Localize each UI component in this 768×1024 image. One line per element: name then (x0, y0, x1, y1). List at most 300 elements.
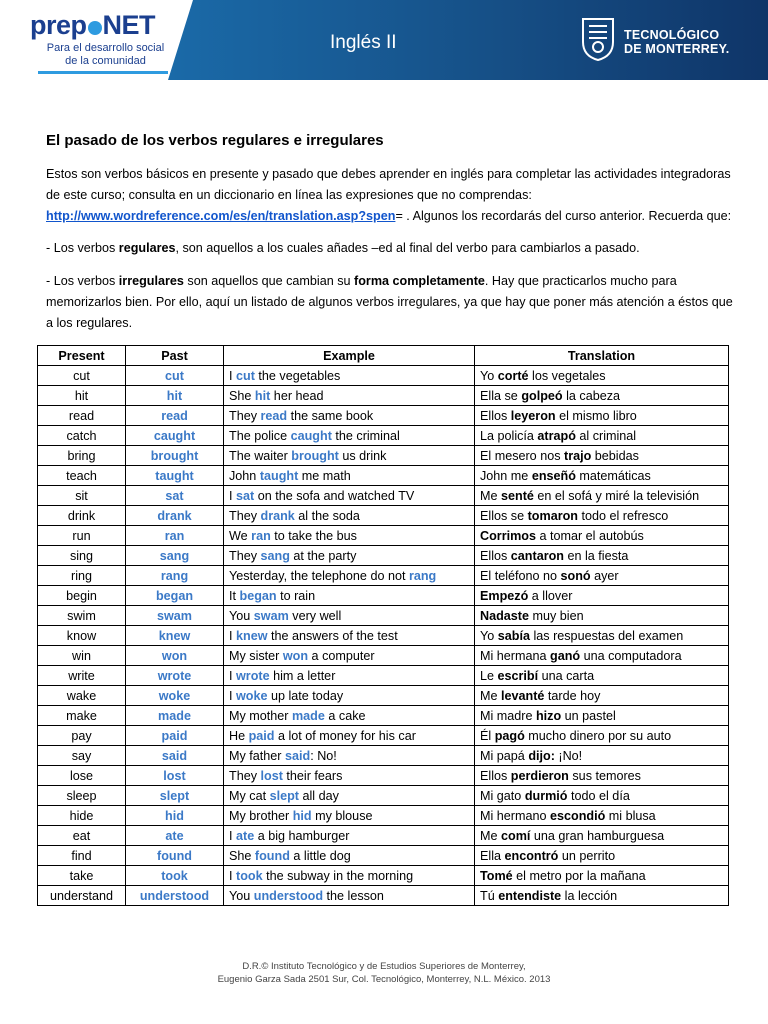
translation-cell (475, 446, 729, 466)
tec-logo-line-2: DE MONTERREY. (624, 42, 730, 56)
example-text: a lot of money for his car (274, 728, 416, 743)
verbs-table (37, 345, 729, 906)
present-cell: win (38, 646, 126, 666)
past-cell: sat (126, 486, 224, 506)
example-verb: made (291, 708, 325, 723)
past-cell: hit (126, 386, 224, 406)
translation-text: John me (480, 468, 532, 483)
example-text: their fears (282, 768, 343, 783)
example-cell (224, 426, 475, 446)
translation-verb: sabía (497, 628, 530, 643)
translation-text: matemáticas (575, 468, 651, 483)
present-cell: bring (38, 446, 126, 466)
past-cell: understood (126, 886, 224, 906)
table-row (38, 586, 729, 606)
translation-text: Ellos (480, 408, 511, 423)
example-text: I (229, 688, 236, 703)
past-cell: slept (126, 786, 224, 806)
translation-cell (475, 766, 729, 786)
table-row (38, 646, 729, 666)
example-text: a computer (308, 648, 375, 663)
translation-text: al criminal (575, 428, 637, 443)
translation-cell (475, 706, 729, 726)
header-present: Present (38, 346, 126, 366)
translation-text: todo el día (567, 788, 630, 803)
logo-tagline-line-1: Para el desarrollo social (46, 42, 165, 54)
example-text: him a letter (269, 668, 336, 683)
example-text: They (229, 548, 261, 563)
example-text: I (229, 368, 236, 383)
translation-text: un perrito (558, 848, 616, 863)
example-text: up late today (267, 688, 344, 703)
prepanet-logo (0, 0, 190, 80)
intro-text: Estos son verbos básicos en presente y pasado que debes aprender en inglés para completar las actividades integradoras de este curso; consulta en un diccionario en línea las expresiones que no comprendas: (46, 167, 731, 202)
translation-cell (475, 886, 729, 906)
example-verb: understood (253, 888, 324, 903)
example-cell (224, 686, 475, 706)
irregular-text-post: . Hay que practicarlos mucho para memorizarlos bien. Por ello, aquí un listado de algunos verbos irregulares, ya que hay que poner más atención a éstos que a los regulares. (46, 274, 733, 330)
translation-cell (475, 726, 729, 746)
example-text: I (229, 488, 236, 503)
irregular-text-bold-2: forma completamente (354, 274, 485, 288)
example-cell (224, 846, 475, 866)
translation-verb: corté (497, 368, 529, 383)
present-cell: sit (38, 486, 126, 506)
intro-paragraph (46, 164, 736, 227)
page-footer (0, 960, 768, 986)
translation-verb: encontró (504, 848, 559, 863)
translation-text: ¡No! (554, 748, 583, 763)
table-row (38, 806, 729, 826)
translation-verb: dijo: (528, 748, 555, 763)
translation-cell (475, 546, 729, 566)
present-cell: read (38, 406, 126, 426)
present-cell: sleep (38, 786, 126, 806)
translation-verb: durmió (524, 788, 568, 803)
table-body (38, 366, 729, 906)
past-cell: ate (126, 826, 224, 846)
past-cell: found (126, 846, 224, 866)
example-verb: caught (290, 428, 332, 443)
translation-cell (475, 686, 729, 706)
example-text: the lesson (323, 888, 384, 903)
translation-cell (475, 506, 729, 526)
translation-verb: leyeron (510, 408, 556, 423)
translation-verb: golpeó (521, 388, 563, 403)
example-verb: slept (269, 788, 299, 803)
example-cell (224, 526, 475, 546)
translation-text: mi blusa (605, 808, 656, 823)
regular-verbs-paragraph (46, 238, 736, 259)
example-verb: swam (253, 608, 289, 623)
example-text: her head (270, 388, 324, 403)
header-translation: Translation (475, 346, 729, 366)
example-text: a big hamburger (254, 828, 350, 843)
present-cell: run (38, 526, 126, 546)
translation-text: Mi papá (480, 748, 529, 763)
past-cell: won (126, 646, 224, 666)
table-row (38, 726, 729, 746)
example-verb: found (254, 848, 290, 863)
translation-verb: entendiste (498, 888, 562, 903)
table-row (38, 826, 729, 846)
table-row (38, 366, 729, 386)
present-cell: wake (38, 686, 126, 706)
translation-text: los vegetales (528, 368, 606, 383)
translation-text: Me (480, 488, 501, 503)
example-text: all day (299, 788, 339, 803)
footer-line-2: Eugenio Garza Sada 2501 Sur, Col. Tecnológico, Monterrey, N.L. México. 2013 (217, 974, 551, 985)
present-cell: know (38, 626, 126, 646)
present-cell: hit (38, 386, 126, 406)
example-cell (224, 706, 475, 726)
translation-verb: sonó (560, 568, 591, 583)
present-cell: lose (38, 766, 126, 786)
page-header (0, 0, 768, 80)
present-cell: make (38, 706, 126, 726)
translation-verb: Empezó (480, 588, 529, 603)
translation-cell (475, 866, 729, 886)
example-text: It (229, 588, 240, 603)
past-cell: cut (126, 366, 224, 386)
logo-tagline (38, 42, 173, 68)
example-cell (224, 806, 475, 826)
present-cell: teach (38, 466, 126, 486)
table-row (38, 446, 729, 466)
course-title: Inglés II (330, 32, 397, 53)
regular-text-bold: regulares (118, 241, 176, 255)
translation-verb: atrapó (537, 428, 576, 443)
example-cell (224, 506, 475, 526)
translation-text: bebidas (591, 448, 639, 463)
example-cell (224, 786, 475, 806)
regular-text-post: , son aquellos a los cuales añades –ed al final del verbo para cambiarlos a pasado. (175, 241, 640, 255)
past-cell: rang (126, 566, 224, 586)
translation-text: en la fiesta (563, 548, 629, 563)
translation-text: Le (480, 668, 498, 683)
example-cell (224, 566, 475, 586)
past-cell: paid (126, 726, 224, 746)
intro-text-after: = . Algunos los recordarás del curso anterior. Recuerda que: (395, 209, 732, 223)
example-cell (224, 366, 475, 386)
translation-verb: enseñó (531, 468, 576, 483)
example-cell (224, 866, 475, 886)
logo-underline (38, 71, 168, 74)
translation-cell (475, 606, 729, 626)
translation-text: sus temores (568, 768, 641, 783)
present-cell: take (38, 866, 126, 886)
tec-shield-icon (580, 16, 616, 62)
irregular-verbs-paragraph (46, 271, 736, 334)
translation-text: las respuestas del examen (529, 628, 684, 643)
translation-cell (475, 846, 729, 866)
table-row (38, 406, 729, 426)
tec-logo-text (624, 28, 729, 56)
table-row (38, 786, 729, 806)
example-text: My mother (229, 708, 292, 723)
example-cell (224, 726, 475, 746)
example-verb: cut (236, 368, 255, 383)
present-cell: write (38, 666, 126, 686)
translation-text: a llover (528, 588, 573, 603)
example-cell (224, 666, 475, 686)
translation-text: Me (480, 688, 501, 703)
translation-verb: trajo (564, 448, 592, 463)
example-verb: said (285, 748, 311, 763)
translation-cell (475, 786, 729, 806)
translation-verb: hizo (535, 708, 562, 723)
table-row (38, 666, 729, 686)
logo-net-text: NET (102, 10, 156, 40)
example-verb: knew (236, 628, 268, 643)
example-verb: brought (291, 448, 339, 463)
translation-text: un pastel (561, 708, 616, 723)
example-verb: woke (236, 688, 268, 703)
table-row (38, 606, 729, 626)
present-cell: find (38, 846, 126, 866)
example-verb: hit (254, 388, 271, 403)
past-cell: brought (126, 446, 224, 466)
past-cell: knew (126, 626, 224, 646)
translation-cell (475, 746, 729, 766)
translation-verb: perdieron (510, 768, 569, 783)
example-text: I (229, 868, 236, 883)
translation-text: La policía (480, 428, 538, 443)
example-text: I (229, 628, 236, 643)
example-verb: read (260, 408, 288, 423)
present-cell: begin (38, 586, 126, 606)
example-text: I (229, 668, 236, 683)
example-text: : No! (310, 748, 337, 763)
past-cell: read (126, 406, 224, 426)
translation-cell (475, 666, 729, 686)
example-verb: sang (260, 548, 290, 563)
example-text: the same book (287, 408, 374, 423)
past-cell: took (126, 866, 224, 886)
present-cell: sing (38, 546, 126, 566)
past-cell: woke (126, 686, 224, 706)
translation-text: muy bien (529, 608, 584, 623)
past-cell: lost (126, 766, 224, 786)
translation-cell (475, 586, 729, 606)
translation-verb: Tomé (480, 868, 513, 883)
table-row (38, 626, 729, 646)
irregular-text-bold: irregulares (118, 274, 184, 288)
example-text: us drink (338, 448, 387, 463)
example-text: the vegetables (254, 368, 341, 383)
translation-cell (475, 526, 729, 546)
example-verb: lost (260, 768, 283, 783)
translation-cell (475, 406, 729, 426)
present-cell: understand (38, 886, 126, 906)
translation-text: el mismo libro (555, 408, 637, 423)
example-text: a cake (324, 708, 366, 723)
translation-text: todo el refresco (577, 508, 669, 523)
translation-text: una computadora (580, 648, 682, 663)
present-cell: eat (38, 826, 126, 846)
regular-text-pre: - Los verbos (46, 241, 119, 255)
example-text: She (229, 388, 255, 403)
wordreference-link[interactable]: http://www.wordreference.com/es/en/translation.asp?spen (46, 209, 396, 223)
table-row (38, 886, 729, 906)
past-cell: made (126, 706, 224, 726)
present-cell: catch (38, 426, 126, 446)
translation-text: la cabeza (562, 388, 621, 403)
present-cell: say (38, 746, 126, 766)
translation-cell (475, 826, 729, 846)
example-text: my blouse (311, 808, 373, 823)
example-text: They (229, 508, 261, 523)
example-text: at the party (289, 548, 357, 563)
table-row (38, 866, 729, 886)
translation-text: Mi hermano (480, 808, 550, 823)
translation-verb: Corrimos (480, 528, 536, 543)
past-cell: began (126, 586, 224, 606)
past-cell: taught (126, 466, 224, 486)
translation-text: una gran hamburguesa (530, 828, 665, 843)
translation-verb: tomaron (527, 508, 578, 523)
past-cell: hid (126, 806, 224, 826)
footer-line-1: D.R.© Instituto Tecnológico y de Estudios Superiores de Monterrey, (242, 961, 526, 972)
past-cell: said (126, 746, 224, 766)
translation-text: Mi hermana (480, 648, 550, 663)
example-cell (224, 386, 475, 406)
example-cell (224, 826, 475, 846)
logo-main-text: prep (30, 10, 87, 40)
document-title: El pasado de los verbos regulares e irregulares (46, 132, 384, 149)
translation-text: Mi madre (480, 708, 536, 723)
table-row (38, 686, 729, 706)
translation-cell (475, 366, 729, 386)
table-row (38, 846, 729, 866)
translation-verb: ganó (550, 648, 581, 663)
past-cell: caught (126, 426, 224, 446)
translation-verb: escondió (550, 808, 606, 823)
example-text: She (229, 848, 255, 863)
example-text: My sister (229, 648, 283, 663)
example-text: They (229, 768, 261, 783)
translation-text: El teléfono no (480, 568, 561, 583)
translation-text: una carta (538, 668, 595, 683)
table-row (38, 766, 729, 786)
example-verb: sat (236, 488, 255, 503)
translation-verb: escribí (497, 668, 539, 683)
translation-verb: Nadaste (480, 608, 529, 623)
example-cell (224, 586, 475, 606)
example-text: The police (229, 428, 291, 443)
present-cell: ring (38, 566, 126, 586)
table-header-row (38, 346, 729, 366)
example-text: on the sofa and watched TV (254, 488, 415, 503)
translation-text: Ella se (480, 388, 522, 403)
translation-text: Ellos (480, 768, 511, 783)
translation-text: El mesero nos (480, 448, 564, 463)
example-cell (224, 626, 475, 646)
example-text: the criminal (331, 428, 400, 443)
example-text: We (229, 528, 252, 543)
example-verb: taught (259, 468, 299, 483)
example-text: He (229, 728, 249, 743)
translation-cell (475, 646, 729, 666)
example-cell (224, 886, 475, 906)
example-cell (224, 406, 475, 426)
example-cell (224, 746, 475, 766)
example-text: John (229, 468, 260, 483)
translation-cell (475, 486, 729, 506)
translation-text: Él (480, 728, 495, 743)
translation-verb: pagó (494, 728, 525, 743)
example-cell (224, 486, 475, 506)
example-text: I (229, 828, 236, 843)
past-cell: ran (126, 526, 224, 546)
example-text: the answers of the test (267, 628, 398, 643)
irregular-text-mid: son aquellos que cambian su (183, 274, 355, 288)
translation-cell (475, 386, 729, 406)
tec-logo-line-1: TECNOLÓGICO (624, 28, 720, 42)
translation-text: ayer (590, 568, 619, 583)
table-row (38, 386, 729, 406)
example-text: My brother (229, 808, 293, 823)
table-row (38, 566, 729, 586)
example-cell (224, 646, 475, 666)
example-verb: paid (248, 728, 275, 743)
example-verb: ran (251, 528, 271, 543)
translation-verb: cantaron (510, 548, 564, 563)
example-cell (224, 446, 475, 466)
present-cell: pay (38, 726, 126, 746)
example-text: the subway in the morning (262, 868, 414, 883)
example-text: My cat (229, 788, 270, 803)
table-row (38, 426, 729, 446)
example-text: Yesterday, the telephone do not (229, 568, 409, 583)
translation-text: Tú (480, 888, 499, 903)
example-verb: wrote (236, 668, 270, 683)
table-row (38, 546, 729, 566)
translation-text: Yo (480, 628, 498, 643)
past-cell: drank (126, 506, 224, 526)
example-verb: won (282, 648, 309, 663)
translation-text: en el sofá y miré la televisión (533, 488, 700, 503)
example-cell (224, 466, 475, 486)
example-verb: rang (408, 568, 437, 583)
translation-text: la lección (561, 888, 618, 903)
past-cell: sang (126, 546, 224, 566)
table-row (38, 746, 729, 766)
translation-text: Mi gato (480, 788, 525, 803)
example-text: to rain (276, 588, 316, 603)
translation-text: Ellos (480, 548, 511, 563)
present-cell: swim (38, 606, 126, 626)
present-cell: cut (38, 366, 126, 386)
example-text: They (229, 408, 261, 423)
example-text: to take the bus (270, 528, 357, 543)
translation-text: tarde hoy (544, 688, 601, 703)
table-row (38, 506, 729, 526)
past-cell: swam (126, 606, 224, 626)
example-text: me math (298, 468, 351, 483)
translation-text: Me (480, 828, 501, 843)
example-verb: hid (292, 808, 312, 823)
logo-tagline-line-2: de la comunidad (65, 55, 146, 67)
example-cell (224, 546, 475, 566)
example-text: al the soda (294, 508, 360, 523)
example-text: My father (229, 748, 285, 763)
translation-verb: levanté (501, 688, 545, 703)
example-verb: took (236, 868, 263, 883)
present-cell: drink (38, 506, 126, 526)
translation-text: Ella (480, 848, 505, 863)
translation-text: Ellos se (480, 508, 528, 523)
